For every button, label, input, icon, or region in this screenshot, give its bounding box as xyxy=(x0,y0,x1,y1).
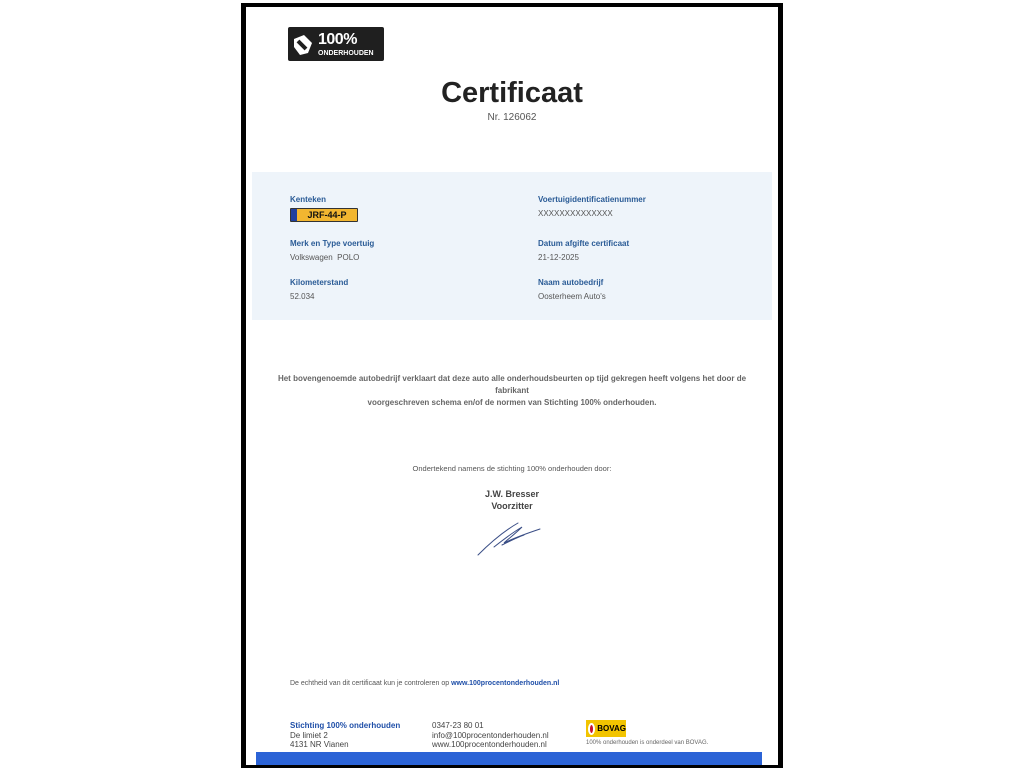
logo-text-small: ONDERHOUDEN xyxy=(318,49,374,57)
vin-label: Voertuigidentificatienummer xyxy=(538,195,646,204)
wrench-logo-icon xyxy=(288,27,318,61)
footer-address-2: 4131 NR Vianen xyxy=(290,740,349,749)
bottom-accent-bar xyxy=(256,752,762,765)
logo-text-large: 100% xyxy=(318,30,357,48)
signer-name: J.W. Bresser xyxy=(484,489,540,499)
vin-value: XXXXXXXXXXXXXX xyxy=(538,209,613,218)
statement-line-1: Het bovengenoemde autobedrijf verklaart dat deze auto alle onderhoudsbeurten op tijd gekregen heeft volgens het door de fabrikant xyxy=(277,374,747,395)
vehicle-info-panel xyxy=(252,172,772,320)
bovag-emblem-icon xyxy=(588,723,595,735)
handwritten-signature xyxy=(474,517,544,564)
dealer-label: Naam autobedrijf xyxy=(538,278,604,287)
make-value: Volkswagen POLO xyxy=(290,253,360,262)
dealer-value: Oosterheem Auto's xyxy=(538,292,606,301)
kenteken-label: Kenteken xyxy=(290,195,327,204)
footer-org-name: Stichting 100% onderhouden xyxy=(290,721,401,730)
footer-email[interactable]: info@100procentonderhouden.nl xyxy=(432,731,549,740)
footer-phone: 0347-23 80 01 xyxy=(432,721,484,730)
date-value: 21-12-2025 xyxy=(538,253,579,262)
verify-line xyxy=(290,680,559,687)
km-value: 52.034 xyxy=(290,292,315,301)
verify-text: De echtheid van dit certificaat kun je controleren op xyxy=(290,680,450,687)
maintenance-statement xyxy=(260,373,764,409)
bovag-logo xyxy=(586,720,626,737)
km-label: Kilometerstand xyxy=(290,278,349,287)
signed-by-text: Ondertekend namens de stichting 100% onderhouden door: xyxy=(412,464,612,473)
certificate-title: Certificaat xyxy=(441,77,583,109)
verify-link[interactable]: www.100procentonderhouden.nl xyxy=(451,680,560,687)
license-plate-value: JRF-44-P xyxy=(307,210,347,220)
statement-line-2: voorgeschreven schema en/of de normen van Stichting 100% onderhouden. xyxy=(367,398,657,407)
license-plate xyxy=(290,208,358,222)
certificate-number: Nr. 126062 xyxy=(487,112,537,123)
footer-address-1: De limiet 2 xyxy=(290,731,328,740)
bovag-logo-text: BOVAG xyxy=(597,724,626,733)
signer-block xyxy=(246,488,778,512)
certificate-page xyxy=(246,7,778,765)
bovag-note: 100% onderhouden is onderdeel van BOVAG. xyxy=(586,740,709,746)
footer-website[interactable]: www.100procentonderhouden.nl xyxy=(432,740,547,749)
brand-logo xyxy=(288,27,384,61)
date-label: Datum afgifte certificaat xyxy=(538,239,630,248)
signer-role: Voorzitter xyxy=(491,501,533,511)
make-label: Merk en Type voertuig xyxy=(290,239,375,248)
